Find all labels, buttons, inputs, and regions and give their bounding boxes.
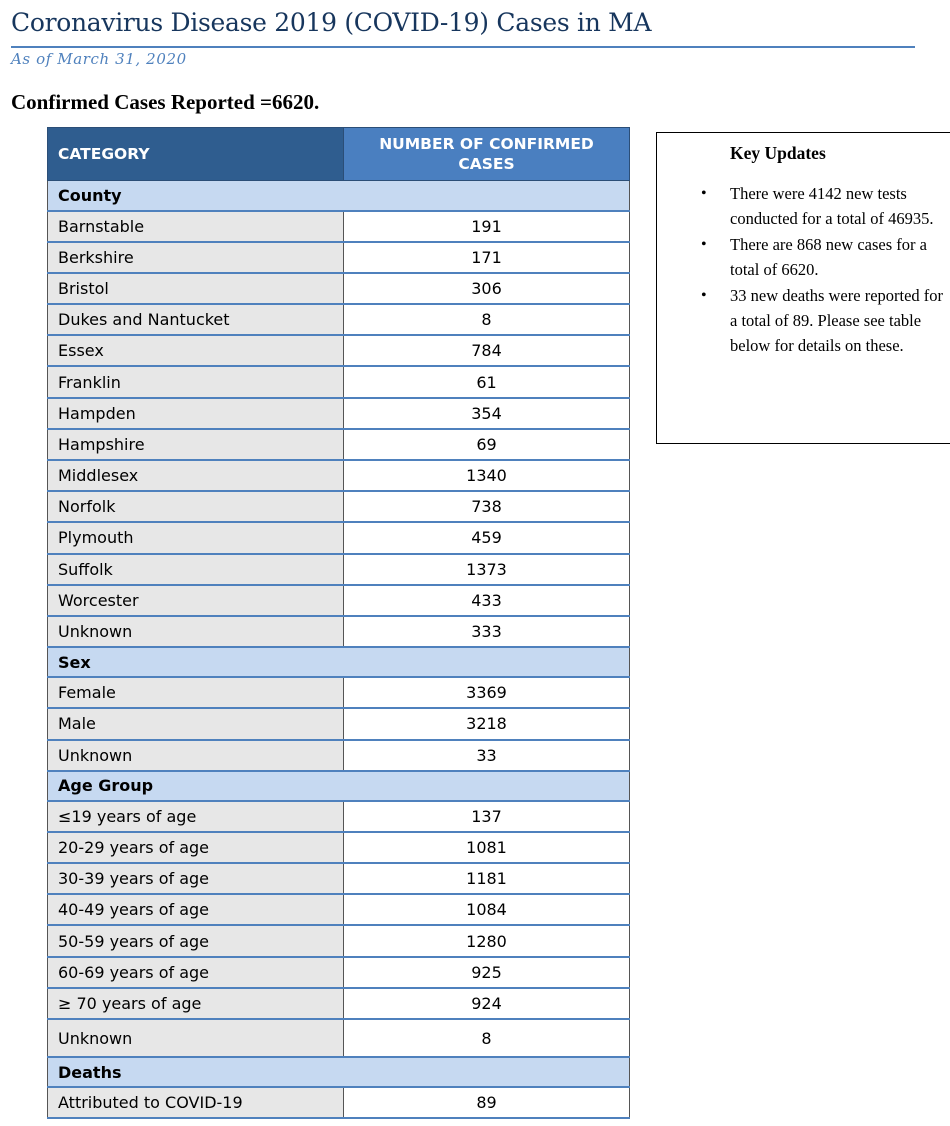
update-text: There were 4142 new tests conducted for a total of 46935. [730,184,934,228]
row-label: Unknown [48,740,344,771]
row-label: Female [48,677,344,708]
table-row [48,585,630,616]
row-label: Franklin [48,366,344,397]
list-item [657,232,947,282]
row-label: Barnstable [48,211,344,242]
row-label: 50-59 years of age [48,925,344,956]
table-row [48,211,630,242]
section-label: Sex [48,647,630,677]
row-value: 61 [344,366,630,397]
row-value: 191 [344,211,630,242]
row-label: Attributed to COVID-19 [48,1087,344,1118]
row-label: Hampden [48,398,344,429]
table-row [48,304,630,335]
bullet-icon: • [701,236,707,253]
row-value: 459 [344,522,630,553]
table-row [48,616,630,647]
row-label: Middlesex [48,460,344,491]
table-row [48,522,630,553]
bullet-icon: • [701,185,707,202]
section-label: County [48,181,630,211]
update-text: 33 new deaths were reported for a total of 89. Please see table below for details on these. [730,286,944,355]
key-updates-list [657,181,947,359]
table-row [48,708,630,739]
table-header-row [48,128,630,181]
row-value: 925 [344,957,630,988]
row-label: 30-39 years of age [48,863,344,894]
table-row [48,832,630,863]
count-column-header: NUMBER OF CONFIRMED CASES [344,128,630,181]
table-row [48,677,630,708]
table-row [48,988,630,1019]
section-label: Age Group [48,771,630,801]
key-updates-box [656,132,950,444]
table-row [48,429,630,460]
row-label: ≤19 years of age [48,801,344,832]
row-label: Dukes and Nantucket [48,304,344,335]
table-row [48,242,630,273]
table-row [48,366,630,397]
row-label: 60-69 years of age [48,957,344,988]
row-value: 89 [344,1087,630,1118]
row-label: Plymouth [48,522,344,553]
section-row-age-group [48,771,630,801]
row-label: Hampshire [48,429,344,460]
row-value: 1084 [344,894,630,925]
table-row [48,554,630,585]
table-row [48,398,630,429]
table-row [48,863,630,894]
table-row [48,801,630,832]
row-value: 924 [344,988,630,1019]
row-value: 1181 [344,863,630,894]
row-value: 1280 [344,925,630,956]
row-label: Suffolk [48,554,344,585]
table-row [48,740,630,771]
row-label: ≥ 70 years of age [48,988,344,1019]
section-row-deaths [48,1057,630,1087]
section-label: Deaths [48,1057,630,1087]
bullet-icon: • [701,287,707,304]
list-item [657,283,947,358]
section-row-county [48,181,630,211]
row-value: 137 [344,801,630,832]
table-row [48,957,630,988]
row-value: 1081 [344,832,630,863]
row-label: Berkshire [48,242,344,273]
row-value: 306 [344,273,630,304]
row-value: 8 [344,1019,630,1057]
table-row [48,894,630,925]
row-value: 33 [344,740,630,771]
table-row [48,1087,630,1118]
update-text: There are 868 new cases for a total of 6620. [730,235,927,279]
table-row [48,925,630,956]
confirmed-cases-heading: Confirmed Cases Reported =6620. [11,90,320,114]
row-label: Unknown [48,1019,344,1057]
row-label: 40-49 years of age [48,894,344,925]
row-value: 171 [344,242,630,273]
row-value: 738 [344,491,630,522]
table-row [48,460,630,491]
table-row [48,273,630,304]
row-value: 1373 [344,554,630,585]
table-row [48,1019,630,1057]
row-value: 3218 [344,708,630,739]
row-label: Norfolk [48,491,344,522]
section-row-sex [48,647,630,677]
list-item [657,181,947,231]
row-value: 69 [344,429,630,460]
as-of-date: As of March 31, 2020 [11,50,187,68]
cases-table [47,127,630,1119]
row-value: 8 [344,304,630,335]
row-value: 3369 [344,677,630,708]
table-row [48,491,630,522]
row-label: Worcester [48,585,344,616]
row-label: Male [48,708,344,739]
table-row [48,335,630,366]
page-title: Coronavirus Disease 2019 (COVID-19) Cases in MA [11,8,652,37]
row-value: 354 [344,398,630,429]
row-value: 1340 [344,460,630,491]
row-value: 433 [344,585,630,616]
row-value: 333 [344,616,630,647]
row-label: Unknown [48,616,344,647]
row-label: Essex [48,335,344,366]
row-value: 784 [344,335,630,366]
category-column-header: CATEGORY [48,128,344,181]
row-label: 20-29 years of age [48,832,344,863]
row-label: Bristol [48,273,344,304]
title-divider [11,46,915,48]
key-updates-title: Key Updates [730,143,826,163]
